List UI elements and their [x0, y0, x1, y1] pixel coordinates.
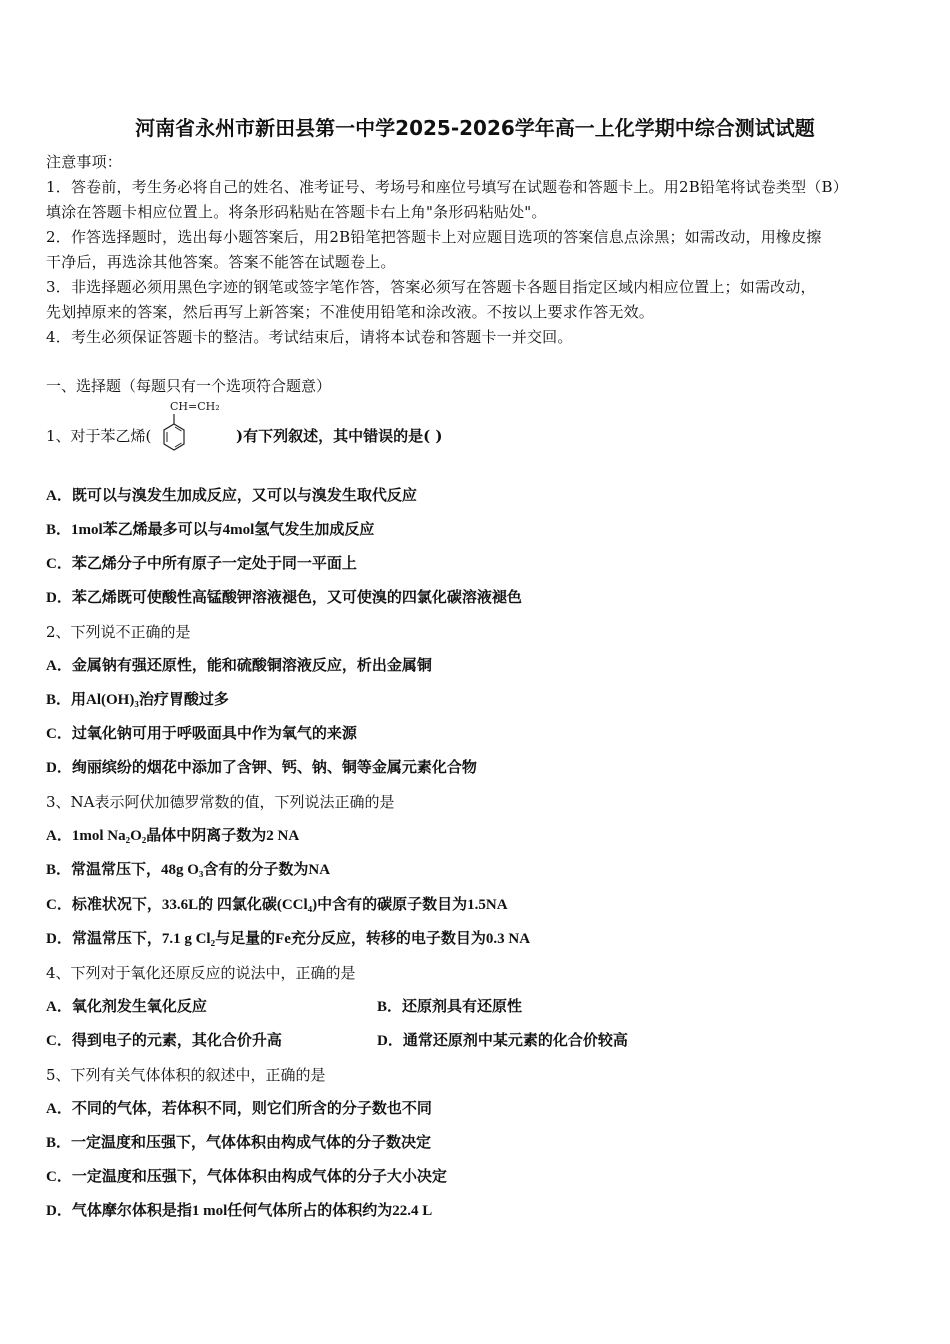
q1-option-c: C．苯乙烯分子中所有原子一定处于同一平面上 — [46, 556, 357, 572]
q4-option-a: A．氧化剂发生氧化反应 — [46, 999, 207, 1015]
q5-stem: 5、下列有关气体体积的叙述中，正确的是 — [46, 1066, 326, 1084]
q2-stem: 2、下列说不正确的是 — [46, 623, 191, 641]
q5-option-c: C．一定温度和压强下，气体体积由构成气体的分子大小决定 — [46, 1169, 447, 1185]
q5-option-d: D．气体摩尔体积是指1 mol任何气体所占的体积约为22.4 L — [46, 1203, 433, 1219]
notice-line: 先划掉原来的答案，然后再写上新答案；不准使用铅笔和涂改液。不按以上要求作答无效。 — [46, 303, 655, 321]
q1-option-a: A．既可以与溴发生加成反应，又可以与溴发生取代反应 — [46, 488, 417, 504]
notice-line: 1．答卷前，考生务必将自己的姓名、准考证号、考场号和座位号填写在试题卷和答题卡上。用2B铅笔将试卷类型（B） — [46, 178, 848, 196]
q2-option-c: C．过氧化钠可用于呼吸面具中作为氧气的来源 — [46, 726, 357, 742]
section-heading: 一、选择题（每题只有一个选项符合题意） — [46, 377, 332, 395]
q4-option-d: D．通常还原剂中某元素的化合价较高 — [377, 1033, 628, 1049]
notice-heading: 注意事项： — [46, 153, 123, 171]
q1-option-d: D．苯乙烯既可使酸性高锰酸钾溶液褪色，又可使溴的四氯化碳溶液褪色 — [46, 590, 522, 606]
q4-stem: 4、下列对于氧化还原反应的说法中，正确的是 — [46, 964, 356, 982]
notice-line: 干净后，再选涂其他答案。答案不能答在试题卷上。 — [46, 253, 396, 271]
q5-option-a: A．不同的气体，若体积不同，则它们所含的分子数也不同 — [46, 1101, 432, 1117]
q3-option-c: C．标准状况下，33.6L的 四氯化碳(CCl₄)中含有的碳原子数目为1.5NA — [46, 897, 508, 913]
exam-title: 河南省永州市新田县第一中学2025-2026学年高一上化学期中综合测试试题 — [135, 116, 815, 140]
q1-stem-prefix: 1、对于苯乙烯( — [46, 427, 152, 445]
q1-option-b: B．1mol苯乙烯最多可以与4mol氢气发生加成反应 — [46, 522, 375, 538]
notice-line: 填涂在答题卡相应位置上。将条形码粘贴在答题卡右上角"条形码粘贴处"。 — [46, 203, 547, 221]
styrene-vinyl-label: CH=CH₂ — [170, 400, 220, 413]
q2-option-d: D．绚丽缤纷的烟花中添加了含钾、钙、钠、铜等金属元素化合物 — [46, 760, 477, 776]
q3-stem: 3、NA表示阿伏加德罗常数的值，下列说法正确的是 — [46, 793, 395, 811]
notice-line: 2．作答选择题时，选出每小题答案后，用2B铅笔把答题卡上对应题目选项的答案信息点涂黑；如需改动，用橡皮擦 — [46, 228, 822, 246]
q2-option-a: A．金属钠有强还原性，能和硫酸铜溶液反应，析出金属铜 — [46, 658, 432, 674]
q4-option-c: C．得到电子的元素，其化合价升高 — [46, 1033, 282, 1049]
q3-option-a: A．1mol Na₂O₂晶体中阴离子数为2 NA — [46, 828, 300, 844]
styrene-structure-diagram — [154, 398, 238, 464]
q2-option-b: B．用Al(OH)₃治疗胃酸过多 — [46, 692, 229, 708]
q3-option-d: D．常温常压下，7.1 g Cl₂与足量的Fe充分反应，转移的电子数目为0.3 NA — [46, 931, 531, 947]
q1-stem-suffix: )有下列叙述，其中错误的是( ) — [236, 427, 443, 445]
notice-line: 4．考生必须保证答题卡的整洁。考试结束后，请将本试卷和答题卡一并交回。 — [46, 328, 573, 346]
q4-option-b: B．还原剂具有还原性 — [377, 999, 523, 1015]
q3-option-b: B．常温常压下，48g O₃含有的分子数为NA — [46, 862, 331, 878]
notice-line: 3．非选择题必须用黑色字迹的钢笔或签字笔作答，答案必须写在答题卡各题目指定区域内相应位置上；如需改动， — [46, 278, 816, 296]
q5-option-b: B．一定温度和压强下，气体体积由构成气体的分子数决定 — [46, 1135, 432, 1151]
